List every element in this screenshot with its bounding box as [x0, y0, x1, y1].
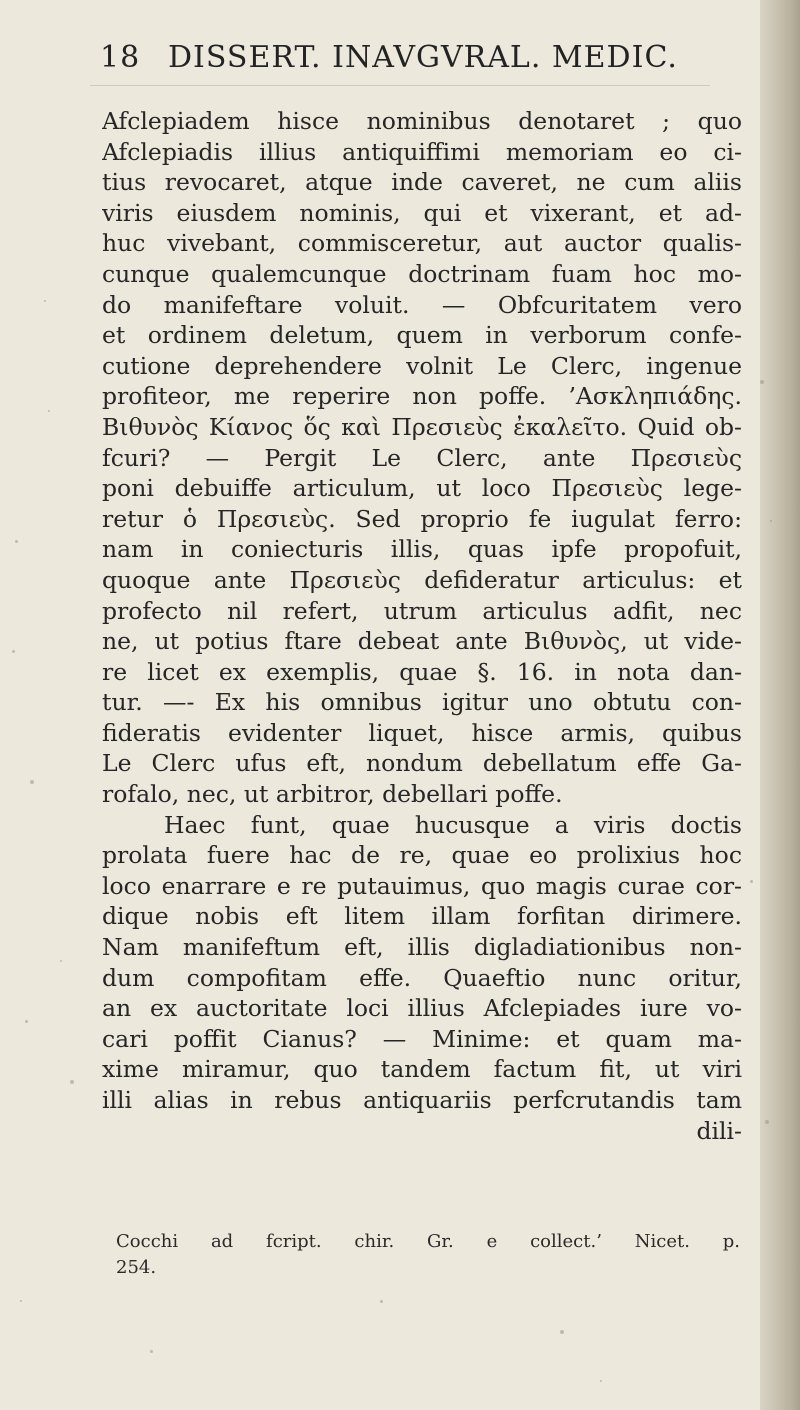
text-line: tur. —- Ex his omnibus igitur uno obtutu con-: [102, 688, 742, 717]
text-line: Afclepiadis illius antiquiffimi memoriam eo ci-: [102, 137, 742, 166]
text-line: ne, ut potius ftare debeat ante Βιθυνὸς, ut vide-: [102, 627, 742, 656]
paper-speck: [60, 960, 62, 962]
text-line: nam in coniecturis illis, quas ipfe propofuit,: [102, 535, 742, 564]
text-line: rofalo, nec, ut arbitror, debellari poffe.: [102, 780, 563, 809]
text-line: cari poffit Cianus? — Minime: et quam ma-: [102, 1024, 742, 1053]
text-line: re licet ex exemplis, quae §. 16. in nota dan-: [102, 657, 742, 686]
footnote-line: Cocchi ad fcript. chir. Gr. e collect.’ Nicet. p.: [116, 1231, 740, 1252]
text-line: Afclepiadem hisce nominibus denotaret ; quo: [102, 107, 742, 135]
paper-speck: [44, 300, 46, 302]
footnote: [116, 1229, 740, 1281]
text-line: poni debuiffe articulum, ut loco Πρεσιεὺς lege-: [102, 474, 742, 503]
text-line: Βιθυνὸς Κίανος ὅς καὶ Πρεσιεὺς ἐκαλεῖτο. Quid ob-: [102, 412, 742, 441]
binding-edge: [760, 0, 800, 1410]
running-title: DISSERT. INAVGVRAL. MEDIC.: [168, 40, 678, 75]
text-line: loco enarrare e re putauimus, quo magis curae cor-: [102, 871, 742, 900]
text-line: Haec funt, quae hucusque a viris doctis: [164, 810, 742, 839]
running-header: [100, 40, 720, 75]
body-text: [102, 106, 742, 1146]
catchword: dili-: [696, 1116, 742, 1145]
header-divider: [90, 85, 710, 86]
text-line: quoque ante Πρεσιεὺς defideratur articulus: et: [102, 565, 742, 594]
text-line: xime miramur, quo tandem factum fit, ut viri: [102, 1055, 742, 1084]
text-line: cutione deprehendere volnit Le Clerc, ingenue: [102, 351, 742, 380]
text-line: prolata fuere hac de re, quae eo prolixius hoc: [102, 841, 742, 870]
text-line: dique nobis eft litem illam forfitan dirimere.: [102, 902, 742, 931]
paper-speck: [560, 1330, 564, 1334]
paper-speck: [70, 1080, 74, 1084]
paper-speck: [25, 1020, 28, 1023]
paper-speck: [765, 1120, 769, 1124]
text-line: an ex auctoritate loci illius Afclepiades iure vo-: [102, 994, 742, 1023]
paper-speck: [600, 1380, 602, 1382]
paper-speck: [20, 1300, 22, 1302]
text-line: viris eiusdem nominis, qui et vixerant, et ad-: [102, 198, 742, 227]
paper-speck: [770, 520, 772, 522]
footnote-line: 254.: [116, 1257, 157, 1278]
paper-speck: [15, 540, 18, 543]
text-line: Le Clerc ufus eft, nondum debellatum effe Ga-: [102, 749, 742, 778]
text-line: do manifeftare voluit. — Obfcuritatem vero: [102, 290, 742, 319]
paper-speck: [48, 410, 50, 412]
paper-speck: [380, 1300, 383, 1303]
text-line: fcuri? — Pergit Le Clerc, ante Πρεσιεὺς: [102, 443, 742, 472]
text-line: illi alias in rebus antiquariis perfcrutandis tam: [102, 1086, 742, 1114]
text-line: huc vivebant, commisceretur, aut auctor qualis-: [102, 229, 742, 258]
paper-speck: [750, 880, 753, 883]
text-line: retur ὁ Πρεσιεὺς. Sed proprio fe iugulat ferro:: [102, 504, 742, 533]
paper-speck: [30, 780, 34, 784]
paper-speck: [760, 380, 764, 384]
text-line: et ordinem deletum, quem in verborum confe-: [102, 321, 742, 350]
paper-speck: [12, 650, 15, 653]
text-line: fideratis evidenter liquet, hisce armis, quibus: [102, 718, 742, 747]
page-number: 18: [100, 40, 141, 75]
text-line: dum compofitam effe. Quaeftio nunc oritur,: [102, 963, 742, 992]
text-line: tius revocaret, atque inde caveret, ne cum aliis: [102, 168, 742, 197]
text-line: profiteor, me reperire non poffe. ’Ασκληπιάδης.: [102, 382, 742, 411]
text-line: cunque qualemcunque doctrinam fuam hoc mo-: [102, 259, 742, 288]
text-line: profecto nil refert, utrum articulus adfit, nec: [102, 596, 742, 625]
text-line: Nam manifeftum eft, illis digladiationibus non-: [102, 933, 742, 962]
paper-speck: [150, 1350, 153, 1353]
